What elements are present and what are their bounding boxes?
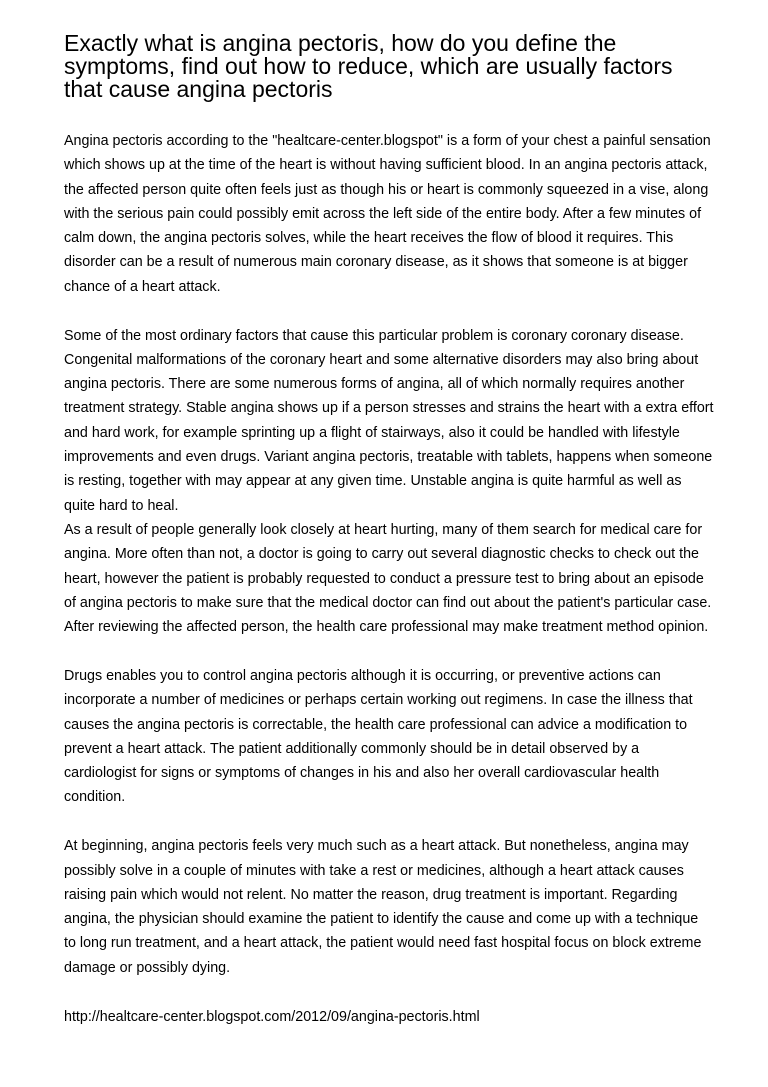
source-url: http://healtcare-center.blogspot.com/2012/09/angina-pectoris.html (64, 1008, 480, 1025)
paragraph-definition: Angina pectoris according to the "healtcare-center.blogspot" is a form of your chest a painful sensation which shows up at the time of the heart is without having sufficient blood. In an angina pectoris attack, the affected person quite often feels just as though his or heart is commonly squeezed in a vise, along with the serious pain could possibly emit across the left side of the entire body. After a few minutes of calm down, the angina pectoris solves, while the heart receives the flow of blood it requires. This disorder can be a result of numerous main coronary disease, as it shows that someone is at bigger chance of a heart attack. (64, 133, 711, 295)
document-title: Exactly what is angina pectoris, how do you define the symptoms, find out how to reduce, which are usually factors that cause angina pectoris (64, 30, 673, 102)
paragraph-comparison: At beginning, angina pectoris feels very much such as a heart attack. But nonetheless, angina may possibly solve in a couple of minutes with take a rest or medicines, although a heart attack causes raising pain which would not relent. No matter the reason, drug treatment is important. Regarding angina, the physician should examine the patient to identify the cause and come up with a technique to long run treatment, and a heart attack, the patient would need fast hospital focus on block extreme damage or possibly dying. (64, 838, 702, 976)
paragraph-gap (64, 810, 714, 835)
paragraph-gap (64, 299, 714, 324)
paragraph-gap (64, 980, 714, 1005)
document-page (64, 32, 714, 1029)
paragraph-gap (64, 639, 714, 664)
paragraph-diagnosis: As a result of people generally look closely at heart hurting, many of them search for medical care for angina. More often than not, a doctor is going to carry out several diagnostic checks to check out the heart, however the patient is probably requested to conduct a pressure test to bring about an episode of angina pectoris to make sure that the medical doctor can find out about the patient's particular case. After reviewing the affected person, the health care professional may make treatment method opinion. (64, 521, 712, 636)
paragraph-treatment: Drugs enables you to control angina pectoris although it is occurring, or preventive actions can incorporate a number of medicines or perhaps certain working out regimens. In case the illness that causes the angina pectoris is correctable, the health care professional can advice a modification to prevent a heart attack. The patient additionally commonly should be in detail observed by a cardiologist for signs or symptoms of changes in his and also her overall cardiovascular health condition. (64, 667, 693, 806)
paragraph-causes: Some of the most ordinary factors that cause this particular problem is coronary coronary disease. Congenital malformations of the coronary heart and some alternative disorders may also bring about angina pectoris. There are some numerous forms of angina, all of which normally requires another treatment strategy. Stable angina shows up if a person stresses and strains the heart with a extra effort and hard work, for example sprinting up a flight of stairways, also it could be handled with lifestyle improvements and even drugs. Variant angina pectoris, treatable with tablets, happens when someone is resting, together with may appear at any given time. Unstable angina is quite harmful as well as quite hard to heal. (64, 327, 714, 514)
